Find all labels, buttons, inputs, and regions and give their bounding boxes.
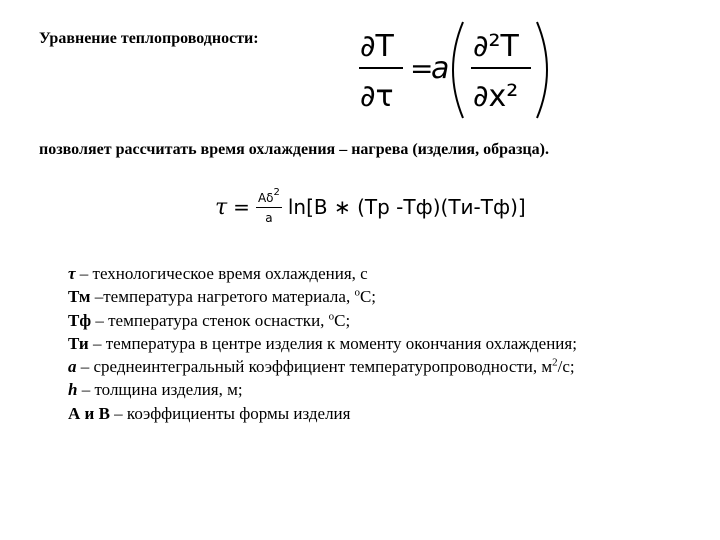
eq2-fraction: [256, 187, 282, 225]
eq1-coefficient-a: a: [431, 51, 450, 86]
definition-row: [68, 378, 688, 401]
definition-tail: С;: [334, 310, 351, 330]
eq2-numerator-sup: 2: [273, 187, 280, 198]
eq1-right-paren: [537, 22, 547, 118]
definition-row: [68, 332, 688, 355]
definition-symbol: Тф: [68, 310, 92, 330]
definition-text: – температура стенок оснастки,: [91, 310, 329, 330]
definition-text: –температура нагретого материала,: [90, 287, 355, 307]
heat-equation-heading: Уравнение теплопроводности:: [39, 30, 259, 47]
eq1-numerator-dT: ∂T: [360, 29, 394, 64]
eq1-numerator-d2T: ∂²T: [473, 29, 519, 64]
definition-symbol: h: [68, 380, 78, 400]
definition-text: – технологическое время охлаждения, с: [75, 264, 368, 283]
definition-text: – коэффициенты формы изделия: [109, 403, 351, 423]
definition-text: – толщина изделия, м;: [77, 380, 243, 400]
definition-row: [68, 355, 688, 378]
eq2-numerator: [256, 187, 282, 207]
definition-sup: о: [354, 286, 360, 299]
eq1-equals: =: [410, 52, 434, 85]
definitions-list: [68, 262, 688, 425]
definition-row: [68, 262, 688, 285]
definition-symbol: a: [68, 357, 77, 377]
eq2-log-expression: ln[B ∗ (Тр -Тф)(Ти-Тф)]: [287, 195, 526, 219]
eq1-denominator-dx2: ∂x²: [473, 79, 519, 114]
heat-equation-svg: [355, 14, 555, 124]
definition-text: – температура в центре изделия к моменту окончания охлаждения;: [88, 333, 577, 353]
purpose-statement: позволяет рассчитать время охлаждения – нагрева (изделия, образца).: [39, 141, 549, 158]
definition-symbol: А и В: [68, 403, 110, 423]
definition-row: [68, 285, 688, 308]
eq1-denominator-dtau: ∂τ: [360, 79, 394, 114]
definition-symbol: Тм: [68, 287, 91, 307]
eq2-numerator-text: Aδ: [257, 191, 274, 205]
eq2-tau: τ: [215, 194, 228, 220]
definition-tail: С;: [359, 287, 377, 307]
definition-row: [68, 309, 688, 332]
definition-tail: /с;: [557, 357, 575, 377]
cooling-time-formula: [215, 180, 526, 234]
definition-sup: о: [328, 309, 335, 322]
heat-equation-formula: [355, 14, 555, 124]
eq2-equals: =: [233, 195, 250, 219]
eq2-denominator: a: [265, 211, 273, 225]
definition-text: – среднеинтегральный коэффициент температуропроводности, м: [76, 357, 553, 377]
definition-symbol: τ: [68, 264, 76, 283]
definition-symbol: Ти: [68, 333, 89, 353]
eq1-left-paren: [453, 22, 463, 118]
definition-sup: 2: [552, 356, 558, 369]
definition-row: [68, 402, 688, 425]
